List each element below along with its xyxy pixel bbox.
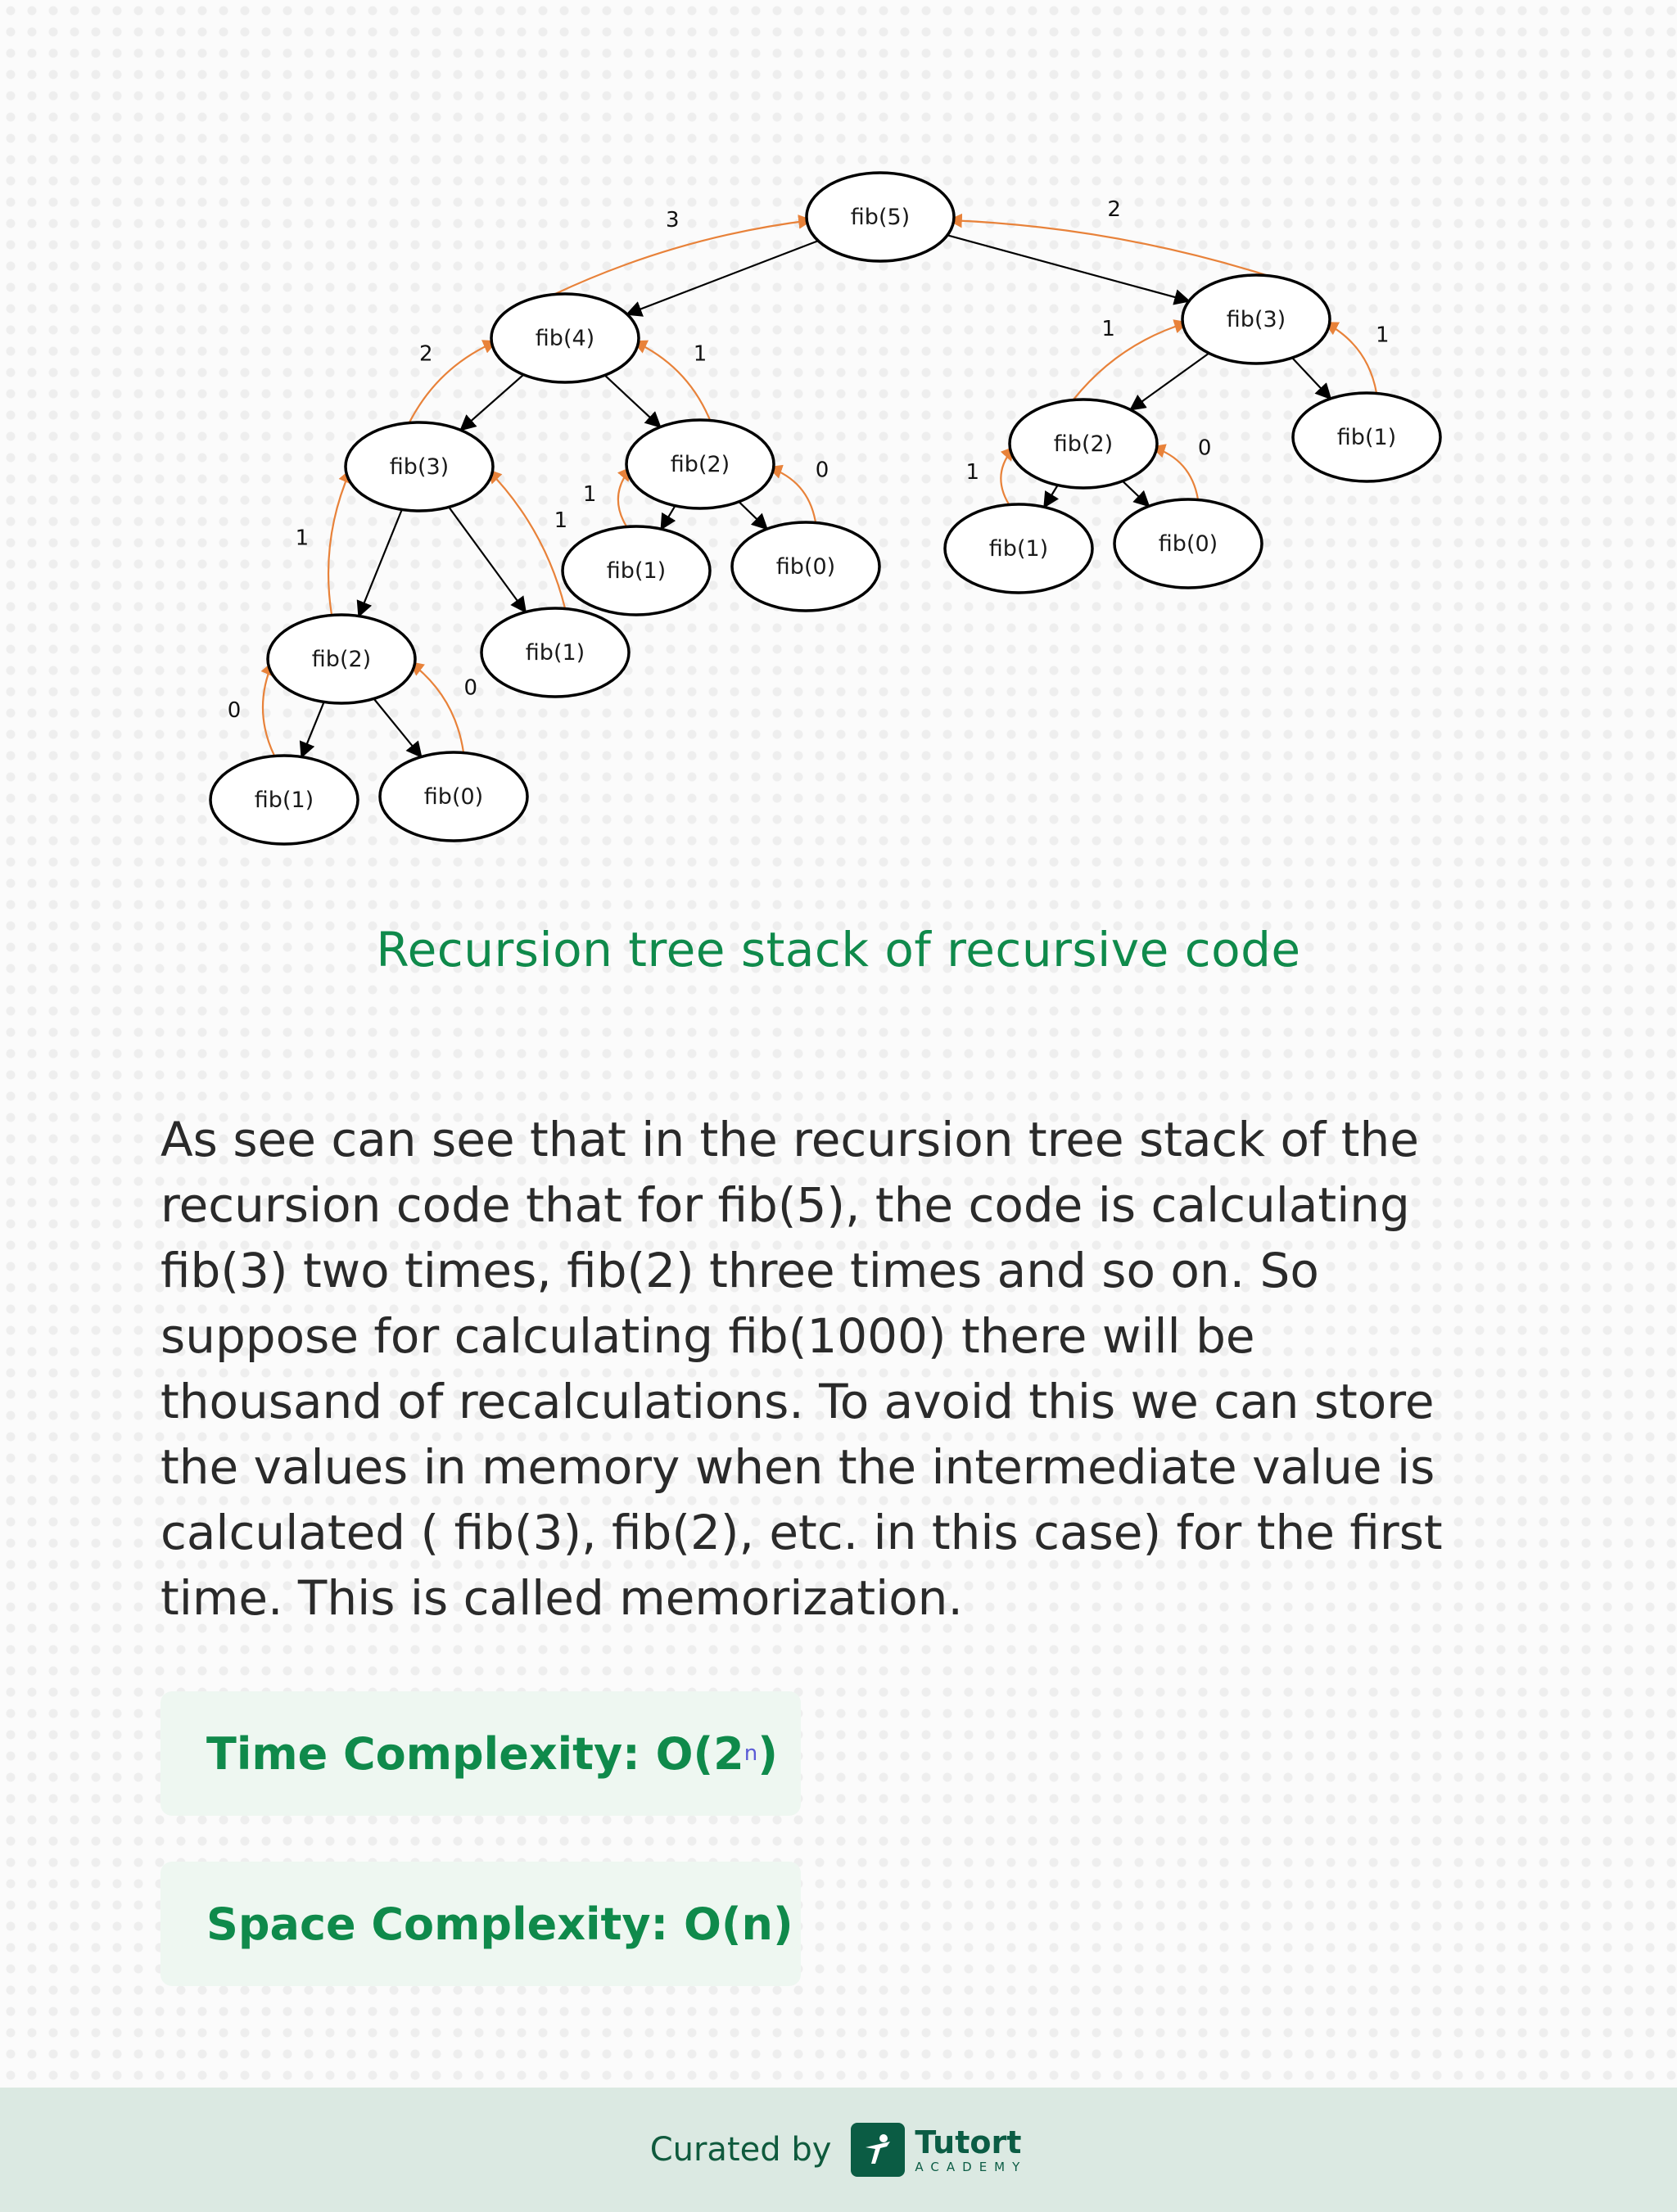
return-value-label: 0 [815, 458, 829, 483]
paragraph-line: As see can see that in the recursion tree stack of the [160, 1112, 1419, 1167]
return-edge [1152, 447, 1198, 499]
call-edge [301, 702, 323, 756]
return-value-label: 1 [582, 482, 597, 508]
return-edge [949, 220, 1266, 275]
paragraph-line: thousand of recalculations. To avoid this we can store [160, 1374, 1435, 1429]
node-label: fib(2) [1053, 431, 1114, 457]
return-value-label: 2 [418, 341, 433, 367]
call-edge [1044, 485, 1057, 508]
paragraph-line: recursion code that for fib(5), the code is calculating [160, 1177, 1410, 1233]
return-edge [769, 467, 816, 522]
space-complexity-box [160, 1862, 801, 1986]
return-edge [555, 220, 811, 294]
node-label: fib(3) [1226, 307, 1286, 332]
tree-node [481, 608, 629, 697]
node-label: fib(2) [311, 647, 372, 672]
node-label: fib(1) [254, 788, 314, 813]
tree-node [346, 422, 493, 511]
tree-node [1010, 400, 1157, 488]
call-edge [359, 509, 402, 616]
footer-bar [0, 2088, 1677, 2212]
call-edge [627, 241, 818, 314]
node-label: fib(4) [535, 326, 595, 351]
tree-node [1182, 275, 1330, 363]
tree-node [732, 522, 879, 611]
tree-node [1114, 499, 1262, 588]
return-value-label: 1 [1101, 317, 1115, 342]
tree-node [380, 752, 527, 841]
return-value-label: 1 [295, 526, 310, 551]
paragraph-line: the values in memory when the intermediate value is [160, 1439, 1435, 1495]
node-label: fib(3) [389, 454, 450, 480]
return-value-label: 0 [227, 697, 242, 723]
node-label: fib(0) [423, 784, 484, 810]
curated-by-text: Curated by [649, 2131, 832, 2169]
return-edge [1325, 323, 1376, 393]
node-label: fib(1) [606, 558, 667, 584]
space-complexity-label: Space Complexity: O(n) [206, 1898, 793, 1950]
recursion-tree-diagram [0, 139, 1677, 876]
explanation-paragraph [160, 1107, 1569, 1631]
call-edge [739, 502, 766, 529]
brand-subtitle: ACADEMY [915, 2159, 1028, 2174]
return-edge [328, 470, 350, 615]
node-label: fib(1) [988, 536, 1049, 562]
call-edge [374, 699, 422, 757]
return-edge [410, 662, 463, 752]
tree-node [1293, 393, 1440, 481]
call-edge [1292, 358, 1331, 399]
node-label: fib(0) [1158, 531, 1218, 557]
time-complexity-label: Time Complexity: O(2 [206, 1727, 744, 1780]
paragraph-line: fib(3) two times, fib(2) three times and so on. So [160, 1243, 1319, 1298]
node-label: fib(1) [525, 640, 585, 666]
return-value-label: 3 [665, 207, 680, 232]
paragraph-line: time. This is called memorization. [160, 1570, 963, 1626]
return-edge [488, 470, 565, 608]
return-value-label: 1 [554, 508, 568, 534]
time-complexity-superscript: n [744, 1741, 758, 1766]
call-edge [661, 506, 675, 529]
diagram-caption: Recursion tree stack of recursive code [376, 922, 1301, 977]
time-complexity-suffix: ) [757, 1727, 778, 1780]
tutort-logo-icon [851, 2123, 905, 2177]
tree-node [945, 504, 1092, 593]
node-label: fib(1) [1336, 425, 1397, 450]
return-value-label: 0 [463, 675, 478, 701]
node-label: fib(5) [850, 205, 911, 230]
paragraph-line: suppose for calculating fib(1000) there will be [160, 1308, 1255, 1364]
time-complexity-box [160, 1691, 801, 1816]
call-edge [1131, 353, 1209, 409]
tree-node [210, 756, 358, 844]
return-value-label: 0 [1197, 436, 1212, 461]
return-value-label: 1 [1375, 323, 1390, 348]
brand-logotype [915, 2124, 1028, 2174]
call-edge [1123, 481, 1149, 507]
tree-node [626, 420, 774, 508]
node-label: fib(2) [670, 452, 730, 477]
return-value-label: 1 [693, 341, 707, 367]
return-value-label: 1 [965, 460, 980, 485]
call-edge [461, 375, 524, 431]
tree-node [807, 173, 954, 261]
tree-node [268, 615, 415, 703]
call-edge [449, 507, 526, 612]
return-edge [1074, 323, 1187, 400]
tree-node [491, 294, 639, 382]
call-edge [605, 375, 661, 427]
brand-name: Tutort [915, 2124, 1022, 2160]
return-value-label: 2 [1107, 197, 1121, 223]
node-label: fib(0) [775, 554, 836, 580]
tree-node [563, 526, 710, 615]
paragraph-line: calculated ( fib(3), fib(2), etc. in this case) for the first [160, 1505, 1443, 1560]
